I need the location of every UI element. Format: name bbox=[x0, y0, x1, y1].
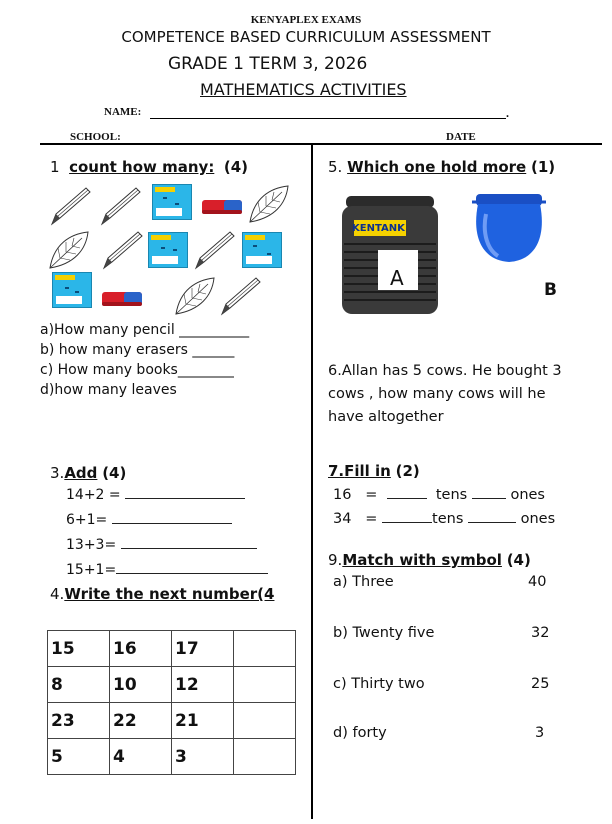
q1-items bbox=[40, 320, 249, 400]
leaf-icon bbox=[176, 278, 214, 314]
subject-title: MATHEMATICS ACTIVITIES bbox=[200, 80, 407, 99]
match-left-item: b) Twenty five bbox=[333, 625, 435, 641]
exam-body: KENYAPLEX EXAMS bbox=[250, 14, 362, 26]
label-a: A bbox=[390, 266, 404, 290]
leaf-icon bbox=[250, 186, 288, 222]
q7-row: 34 = tens ones bbox=[333, 511, 556, 527]
name-end: . bbox=[506, 106, 509, 120]
water-tank-image bbox=[340, 196, 440, 318]
book-icon bbox=[152, 184, 192, 220]
q1-item-b: b) how many erasers ______ bbox=[40, 342, 235, 358]
header-rule bbox=[40, 143, 602, 145]
q3-title: 3.Add (4) bbox=[50, 464, 127, 482]
table-cell: 3 bbox=[172, 739, 234, 775]
answer-cell[interactable] bbox=[234, 631, 296, 667]
table-cell: 16 bbox=[110, 631, 172, 667]
column-divider bbox=[311, 143, 313, 819]
table-cell: 15 bbox=[48, 631, 110, 667]
answer-cell[interactable] bbox=[234, 703, 296, 739]
q1-item-a: a)How many pencil __________ bbox=[40, 322, 250, 338]
pencil-icon bbox=[222, 278, 260, 314]
q3-item: 13+3= bbox=[66, 537, 257, 553]
match-left-item: c) Thirty two bbox=[333, 676, 425, 692]
table-row bbox=[48, 739, 296, 775]
match-left-item: a) Three bbox=[333, 574, 394, 590]
blue-drum-image bbox=[470, 194, 548, 266]
table-cell: 12 bbox=[172, 667, 234, 703]
label-b: B bbox=[544, 280, 557, 300]
school-label: SCHOOL: bbox=[70, 131, 121, 143]
q1-title: 1 count how many: (4) bbox=[50, 158, 249, 176]
table-row bbox=[48, 703, 296, 739]
table-row bbox=[48, 631, 296, 667]
table-cell: 22 bbox=[110, 703, 172, 739]
table-cell: 23 bbox=[48, 703, 110, 739]
assessment-title: COMPETENCE BASED CURRICULUM ASSESSMENT bbox=[121, 28, 491, 46]
leaf-icon bbox=[50, 232, 88, 268]
eraser-icon bbox=[202, 200, 242, 214]
name-label: NAME: bbox=[104, 106, 142, 118]
pencil-icon bbox=[196, 232, 234, 268]
tank-brand: KENTANK bbox=[352, 223, 405, 234]
date-label: DATE bbox=[446, 131, 476, 143]
q3-item: 15+1= bbox=[66, 562, 268, 578]
name-line bbox=[150, 118, 506, 119]
q9-title: 9.Match with symbol (4) bbox=[328, 551, 531, 569]
table-cell: 5 bbox=[48, 739, 110, 775]
q5-title: 5. Which one hold more (1) bbox=[328, 158, 556, 176]
book-icon bbox=[148, 232, 188, 268]
q3-item: 14+2 = bbox=[66, 487, 245, 503]
q4-title: 4.Write the next number(4 bbox=[50, 585, 275, 603]
q1-item-c: c) How many books________ bbox=[40, 362, 234, 378]
match-left-item: d) forty bbox=[333, 725, 387, 741]
match-right-item: 40 bbox=[528, 574, 547, 590]
answer-cell[interactable] bbox=[234, 667, 296, 703]
table-cell: 17 bbox=[172, 631, 234, 667]
book-icon bbox=[52, 272, 92, 308]
table-cell: 21 bbox=[172, 703, 234, 739]
pencil-icon bbox=[102, 188, 140, 224]
book-icon bbox=[242, 232, 282, 268]
q6-question: 6.Allan has 5 cows. He bought 3 cows , how many cows will he have altogether bbox=[328, 363, 562, 425]
match-right-item: 25 bbox=[531, 676, 550, 692]
q3-item: 6+1= bbox=[66, 512, 232, 528]
table-cell: 8 bbox=[48, 667, 110, 703]
next-number-table bbox=[47, 630, 296, 775]
table-row bbox=[48, 667, 296, 703]
match-right-item: 3 bbox=[535, 725, 545, 741]
answer-cell[interactable] bbox=[234, 739, 296, 775]
table-cell: 4 bbox=[110, 739, 172, 775]
q7-row: 16 = tens ones bbox=[333, 487, 545, 503]
q7-title: 7.Fill in (2) bbox=[328, 462, 420, 480]
pencil-icon bbox=[104, 232, 142, 268]
match-right-item: 32 bbox=[531, 625, 550, 641]
pencil-icon bbox=[52, 188, 90, 224]
q1-item-d: d)how many leaves bbox=[40, 382, 177, 398]
grade-term: GRADE 1 TERM 3, 2026 bbox=[168, 54, 368, 74]
table-cell: 10 bbox=[110, 667, 172, 703]
eraser-icon bbox=[102, 292, 142, 306]
